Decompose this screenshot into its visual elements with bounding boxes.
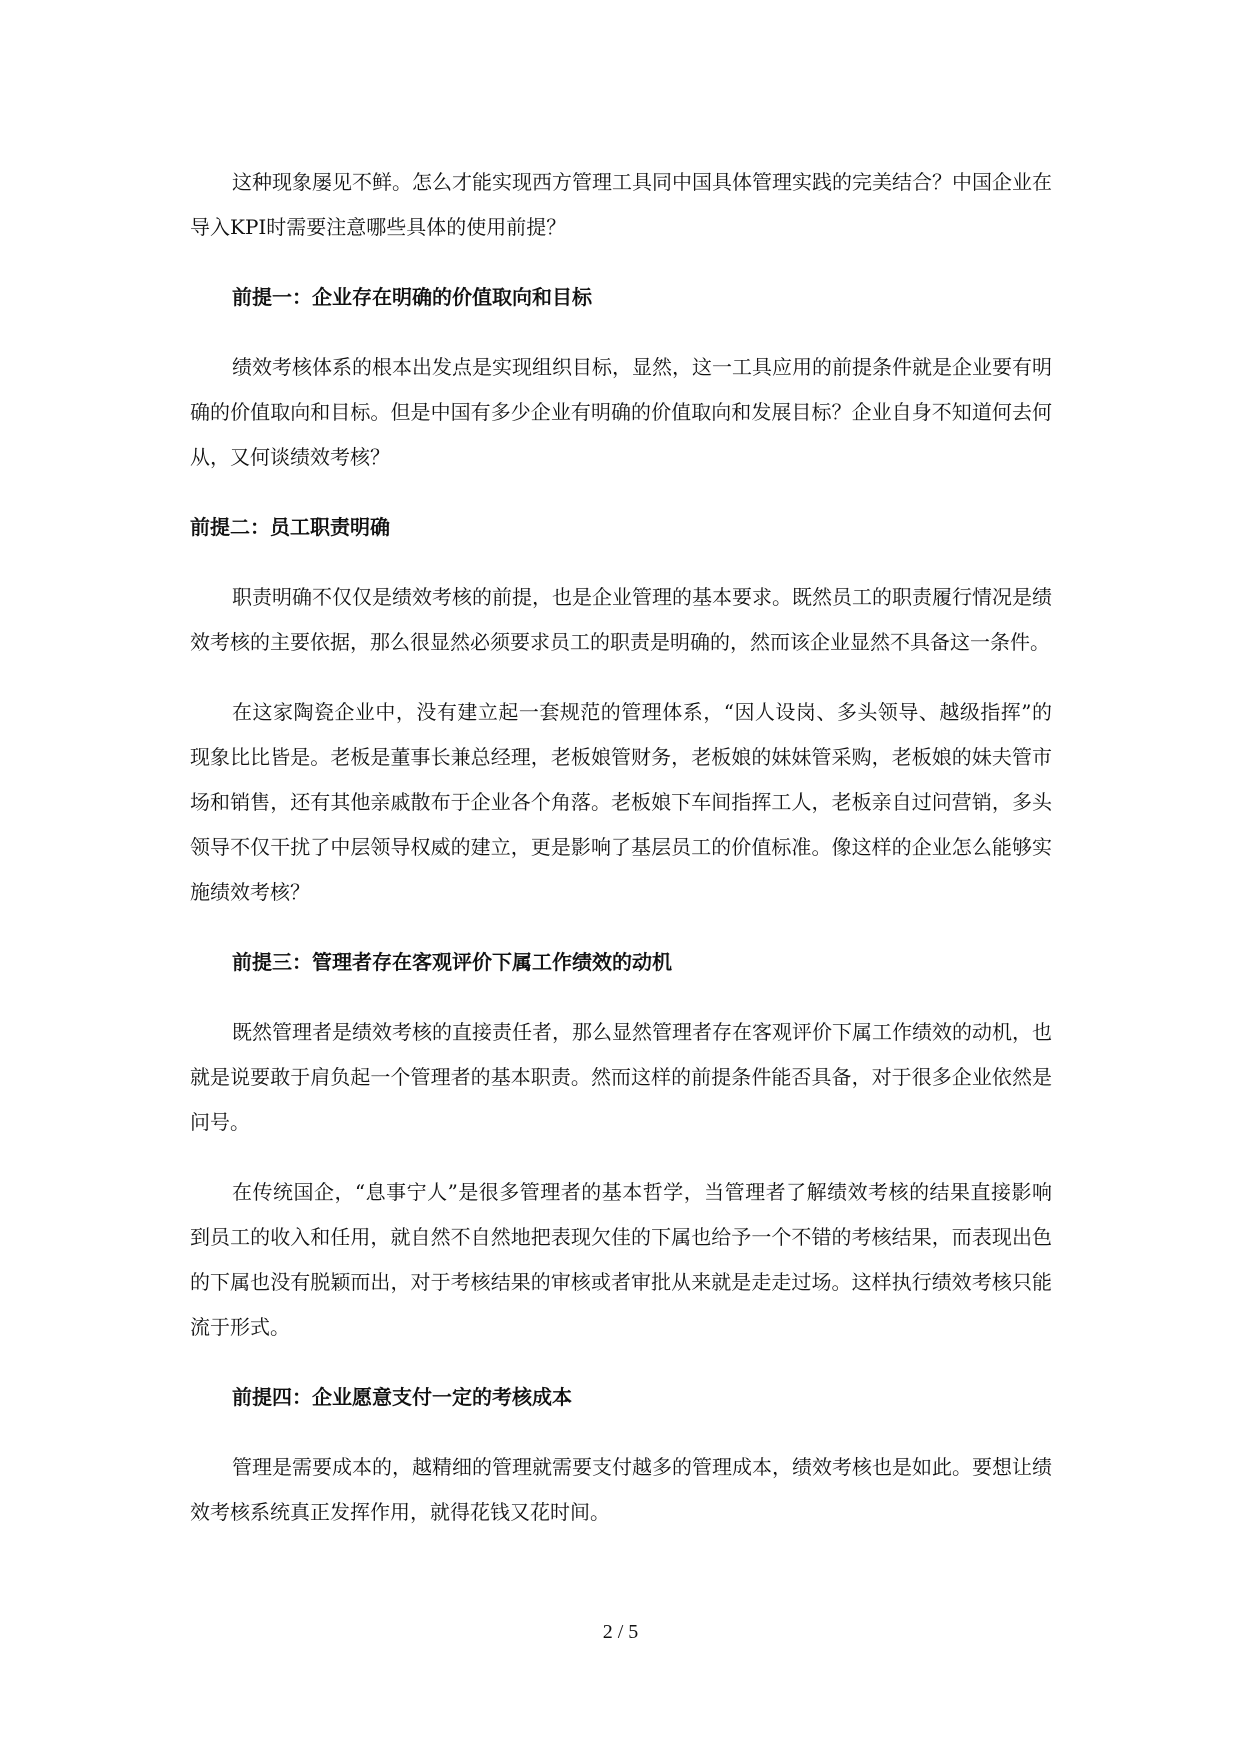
document-body: [190, 160, 1052, 1560]
heading-premise-1: 前提一：企业存在明确的价值取向和目标: [232, 285, 592, 309]
page-number: 2 / 5: [602, 1621, 639, 1643]
paragraph-premise-3: 既然管理者是绩效考核的直接责任者，那么显然管理者存在客观评价下属工作绩效的动机，也就是说要敢于肩负起一个管理者的基本职责。然而这样的前提条件能否具备，对于很多企业依然是问号。: [190, 1020, 1052, 1134]
paragraph-ceramics-example: 在这家陶瓷企业中，没有建立起一套规范的管理体系，“因人设岗、多头领导、越级指挥”的现象比比皆是。老板是董事长兼总经理，老板娘管财务，老板娘的妹妹管采购，老板娘的妹夫管市场和销售，还有其他亲戚散布于企业各个角落。老板娘下车间指挥工人，老板亲自过问营销，多头领导不仅干扰了中层领导权威的建立，更是影响了基层员工的价值标准。像这样的企业怎么能够实施绩效考核？: [190, 700, 1052, 904]
heading-premise-2: 前提二：员工职责明确: [190, 515, 390, 539]
paragraph-intro: 这种现象屡见不鲜。怎么才能实现西方管理工具同中国具体管理实践的完美结合？中国企业在导入KPI时需要注意哪些具体的使用前提？: [190, 170, 1052, 239]
paragraph-soe-example: 在传统国企，“息事宁人”是很多管理者的基本哲学，当管理者了解绩效考核的结果直接影响到员工的收入和任用，就自然不自然地把表现欠佳的下属也给予一个不错的考核结果，而表现出色的下属也没有脱颖而出，对于考核结果的审核或者审批从来就是走走过场。这样执行绩效考核只能流于形式。: [190, 1180, 1052, 1339]
paragraph-premise-4: 管理是需要成本的，越精细的管理就需要支付越多的管理成本，绩效考核也是如此。要想让绩效考核系统真正发挥作用，就得花钱又花时间。: [190, 1455, 1052, 1524]
heading-premise-4: 前提四：企业愿意支付一定的考核成本: [232, 1385, 572, 1409]
heading-premise-3: 前提三：管理者存在客观评价下属工作绩效的动机: [232, 950, 672, 974]
paragraph-premise-1: 绩效考核体系的根本出发点是实现组织目标，显然，这一工具应用的前提条件就是企业要有明确的价值取向和目标。但是中国有多少企业有明确的价值取向和发展目标？企业自身不知道何去何从，又何谈绩效考核？: [190, 355, 1052, 469]
paragraph-premise-2: 职责明确不仅仅是绩效考核的前提，也是企业管理的基本要求。既然员工的职责履行情况是绩效考核的主要依据，那么很显然必须要求员工的职责是明确的，然而该企业显然不具备这一条件。: [190, 585, 1052, 654]
